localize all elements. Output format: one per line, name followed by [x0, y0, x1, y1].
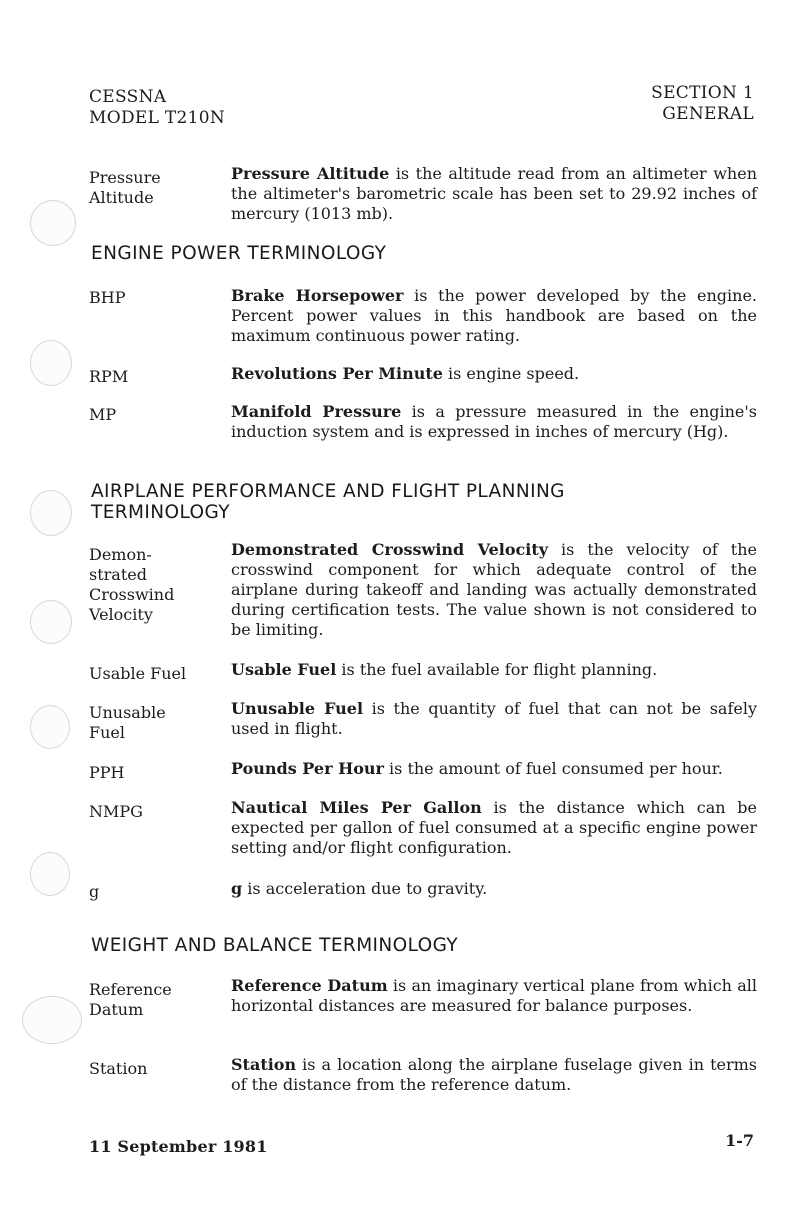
def-text: is the altitude read from an altimeter when the altimeter's barometric scale has been set to 29.92 inches of mercury (1013 mb). [231, 164, 757, 223]
def-bold-term: Pounds Per Hour [231, 759, 384, 778]
term-g: g [89, 882, 100, 901]
term-line: Fuel [89, 723, 125, 742]
term-nmpg: NMPG [89, 802, 143, 821]
def-rpm [231, 364, 757, 384]
def-bold-term: Pressure Altitude [231, 164, 390, 183]
header-section [651, 83, 754, 125]
term-line: Reference [89, 980, 172, 999]
def-usable-fuel [231, 660, 757, 680]
def-bold-term: g [231, 879, 243, 898]
def-unusable-fuel [231, 699, 757, 739]
term-pph: PPH [89, 763, 125, 782]
term-line: strated [89, 565, 147, 584]
header-section-title: GENERAL [662, 104, 754, 124]
def-bold-term: Usable Fuel [231, 660, 337, 679]
header-model [89, 87, 225, 129]
term-demonstrated-crosswind-velocity [89, 545, 219, 625]
def-text: is the quantity of fuel that can not be safely used in flight. [231, 699, 758, 738]
punch-hole-6 [30, 852, 70, 896]
def-bhp [231, 286, 757, 346]
term-line: Demon- [89, 545, 152, 564]
term-line: Altitude [89, 188, 154, 207]
term-line: Velocity [89, 605, 153, 624]
def-mp [231, 402, 757, 442]
def-demonstrated-crosswind-velocity [231, 540, 757, 640]
def-text: is acceleration due to gravity. [242, 879, 488, 898]
term-line: Datum [89, 1000, 144, 1019]
term-reference-datum [89, 980, 219, 1020]
def-pph [231, 759, 757, 779]
def-text: is engine speed. [442, 364, 580, 383]
def-text: is the amount of fuel consumed per hour. [383, 759, 723, 778]
term-line: Crosswind [89, 585, 175, 604]
def-text: is the distance which can be expected per gallon of fuel consumed at a specific engine power setting and/or flight configuration. [231, 798, 758, 857]
header-manufacturer: CESSNA [89, 87, 167, 107]
footer-page-number: 1-7 [725, 1131, 754, 1150]
heading-line: TERMINOLOGY [91, 502, 230, 523]
term-rpm: RPM [89, 367, 129, 386]
term-usable-fuel: Usable Fuel [89, 664, 187, 683]
def-reference-datum [231, 976, 757, 1016]
punch-hole-5 [30, 705, 70, 749]
term-mp: MP [89, 405, 117, 424]
def-station [231, 1055, 757, 1095]
def-bold-term: Nautical Miles Per Gallon [231, 798, 482, 817]
def-text: is the velocity of the crosswind component for which adequate control of the airplane during takeoff and landing was actually demonstrated during certification tests. The value shown is not considered to be limiting. [231, 540, 757, 639]
heading-line: AIRPLANE PERFORMANCE AND FLIGHT PLANNING [91, 481, 565, 502]
def-bold-term: Unusable Fuel [231, 699, 364, 718]
heading-engine-power: ENGINE POWER TERMINOLOGY [91, 243, 387, 264]
punch-hole-2 [30, 340, 72, 386]
def-g [231, 879, 757, 899]
punch-hole-4 [30, 600, 72, 644]
header-section-number: SECTION 1 [651, 83, 754, 103]
term-pressure-altitude [89, 168, 219, 208]
heading-airplane-performance [91, 481, 731, 523]
def-text: is the fuel available for flight planning. [336, 660, 658, 679]
heading-weight-balance: WEIGHT AND BALANCE TERMINOLOGY [91, 935, 459, 956]
def-bold-term: Demonstrated Crosswind Velocity [231, 540, 549, 559]
def-bold-term: Revolutions Per Minute [231, 364, 443, 383]
punch-hole-7 [22, 996, 82, 1044]
punch-hole-1 [30, 200, 76, 246]
def-bold-term: Station [231, 1055, 297, 1074]
def-text: is a pressure measured in the engine's induction system and is expressed in inches of mercury (Hg). [231, 402, 758, 441]
def-bold-term: Reference Datum [231, 976, 388, 995]
def-pressure-altitude [231, 164, 757, 224]
def-bold-term: Manifold Pressure [231, 402, 402, 421]
def-text: is an imaginary vertical plane from which all horizontal distances are measured for balance purposes. [231, 976, 758, 1015]
term-unusable-fuel [89, 703, 219, 743]
header-model-number: MODEL T210N [89, 108, 226, 128]
term-line: Pressure [89, 168, 161, 187]
def-bold-term: Brake Horsepower [231, 286, 404, 305]
term-bhp: BHP [89, 288, 126, 307]
punch-hole-3 [30, 490, 72, 536]
def-text: is a location along the airplane fuselage given in terms of the distance from the reference datum. [231, 1055, 757, 1094]
term-station: Station [89, 1059, 148, 1078]
footer-date: 11 September 1981 [89, 1137, 268, 1156]
def-nmpg [231, 798, 757, 858]
term-line: Unusable [89, 703, 166, 722]
def-text: is the power developed by the engine. Percent power values in this handbook are based on the maximum continuous power rating. [231, 286, 758, 345]
